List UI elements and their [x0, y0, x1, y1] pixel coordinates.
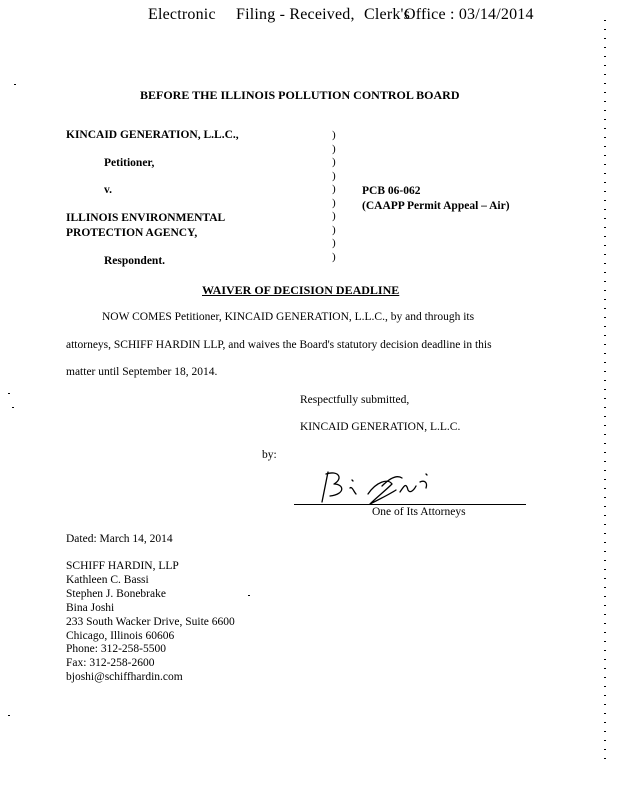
bracket-paren: )	[332, 156, 336, 168]
counsel-address-street: 233 South Wacker Drive, Suite 6600	[66, 615, 235, 628]
dated-line: Dated: March 14, 2014	[66, 533, 173, 545]
scan-edge-dots	[604, 20, 606, 760]
respondent-role: Respondent.	[104, 255, 166, 267]
petitioner-name: KINCAID GENERATION, L.L.C.,	[66, 129, 239, 141]
counsel-attorney: Bina Joshi	[66, 601, 115, 614]
scan-speck	[12, 407, 14, 408]
scan-speck	[248, 595, 250, 596]
bracket-paren: )	[332, 169, 336, 182]
scan-speck	[8, 715, 10, 716]
filing-header-clerks: Clerk's	[364, 6, 411, 23]
counsel-address-city: Chicago, Illinois 60606	[66, 629, 175, 642]
bracket-paren: )	[332, 250, 336, 263]
document-title: WAIVER OF DECISION DEADLINE	[202, 283, 400, 297]
versus-label: v.	[104, 184, 112, 196]
counsel-attorney: Stephen J. Bonebrake	[66, 587, 166, 600]
by-label: by:	[262, 449, 277, 461]
counsel-firm: SCHIFF HARDIN, LLP	[66, 560, 179, 572]
bracket-paren: )	[332, 237, 336, 249]
body-line-3: matter until September 18, 2014.	[66, 366, 218, 378]
respectfully-submitted: Respectfully submitted,	[300, 394, 410, 406]
bracket-paren: )	[332, 210, 336, 222]
bracket-paren: )	[332, 196, 336, 209]
attorney-signature	[316, 468, 446, 508]
respondent-name-line1: ILLINOIS ENVIRONMENTAL	[66, 212, 226, 224]
filing-header	[148, 6, 216, 24]
bracket-paren: )	[332, 183, 336, 195]
case-type: (CAAPP Permit Appeal – Air)	[362, 200, 510, 212]
board-title: BEFORE THE ILLINOIS POLLUTION CONTROL BOARD	[140, 88, 460, 102]
bracket-paren: )	[332, 223, 336, 236]
petitioner-role: Petitioner,	[104, 157, 155, 169]
filing-header-office-date: Office : 03/14/2014	[404, 6, 534, 23]
counsel-phone: Phone: 312-258-5500	[66, 643, 166, 656]
body-line-1: NOW COMES Petitioner, KINCAID GENERATION, L.L.C., by and through its	[102, 311, 475, 323]
counsel-email: bjoshi@schiffhardin.com	[66, 671, 183, 684]
bracket-paren: )	[332, 142, 336, 155]
respondent-name-line2: PROTECTION AGENCY,	[66, 227, 198, 239]
scan-speck	[8, 393, 10, 394]
closing-party: KINCAID GENERATION, L.L.C.	[300, 421, 461, 433]
bracket-paren: )	[332, 129, 336, 141]
counsel-attorney: Kathleen C. Bassi	[66, 573, 149, 586]
signature-caption: One of Its Attorneys	[372, 506, 466, 518]
case-number: PCB 06-062	[362, 185, 421, 197]
body-line-2: attorneys, SCHIFF HARDIN LLP, and waives the Board's statutory decision deadline in this	[66, 339, 492, 351]
filing-header-received: Filing - Received,	[236, 6, 355, 23]
counsel-fax: Fax: 312-258-2600	[66, 657, 155, 670]
scan-speck	[14, 84, 16, 85]
signature-line	[294, 504, 526, 505]
caption-bracket	[332, 129, 336, 264]
counsel-block	[66, 560, 235, 685]
filing-header-electronic: Electronic	[148, 6, 216, 23]
